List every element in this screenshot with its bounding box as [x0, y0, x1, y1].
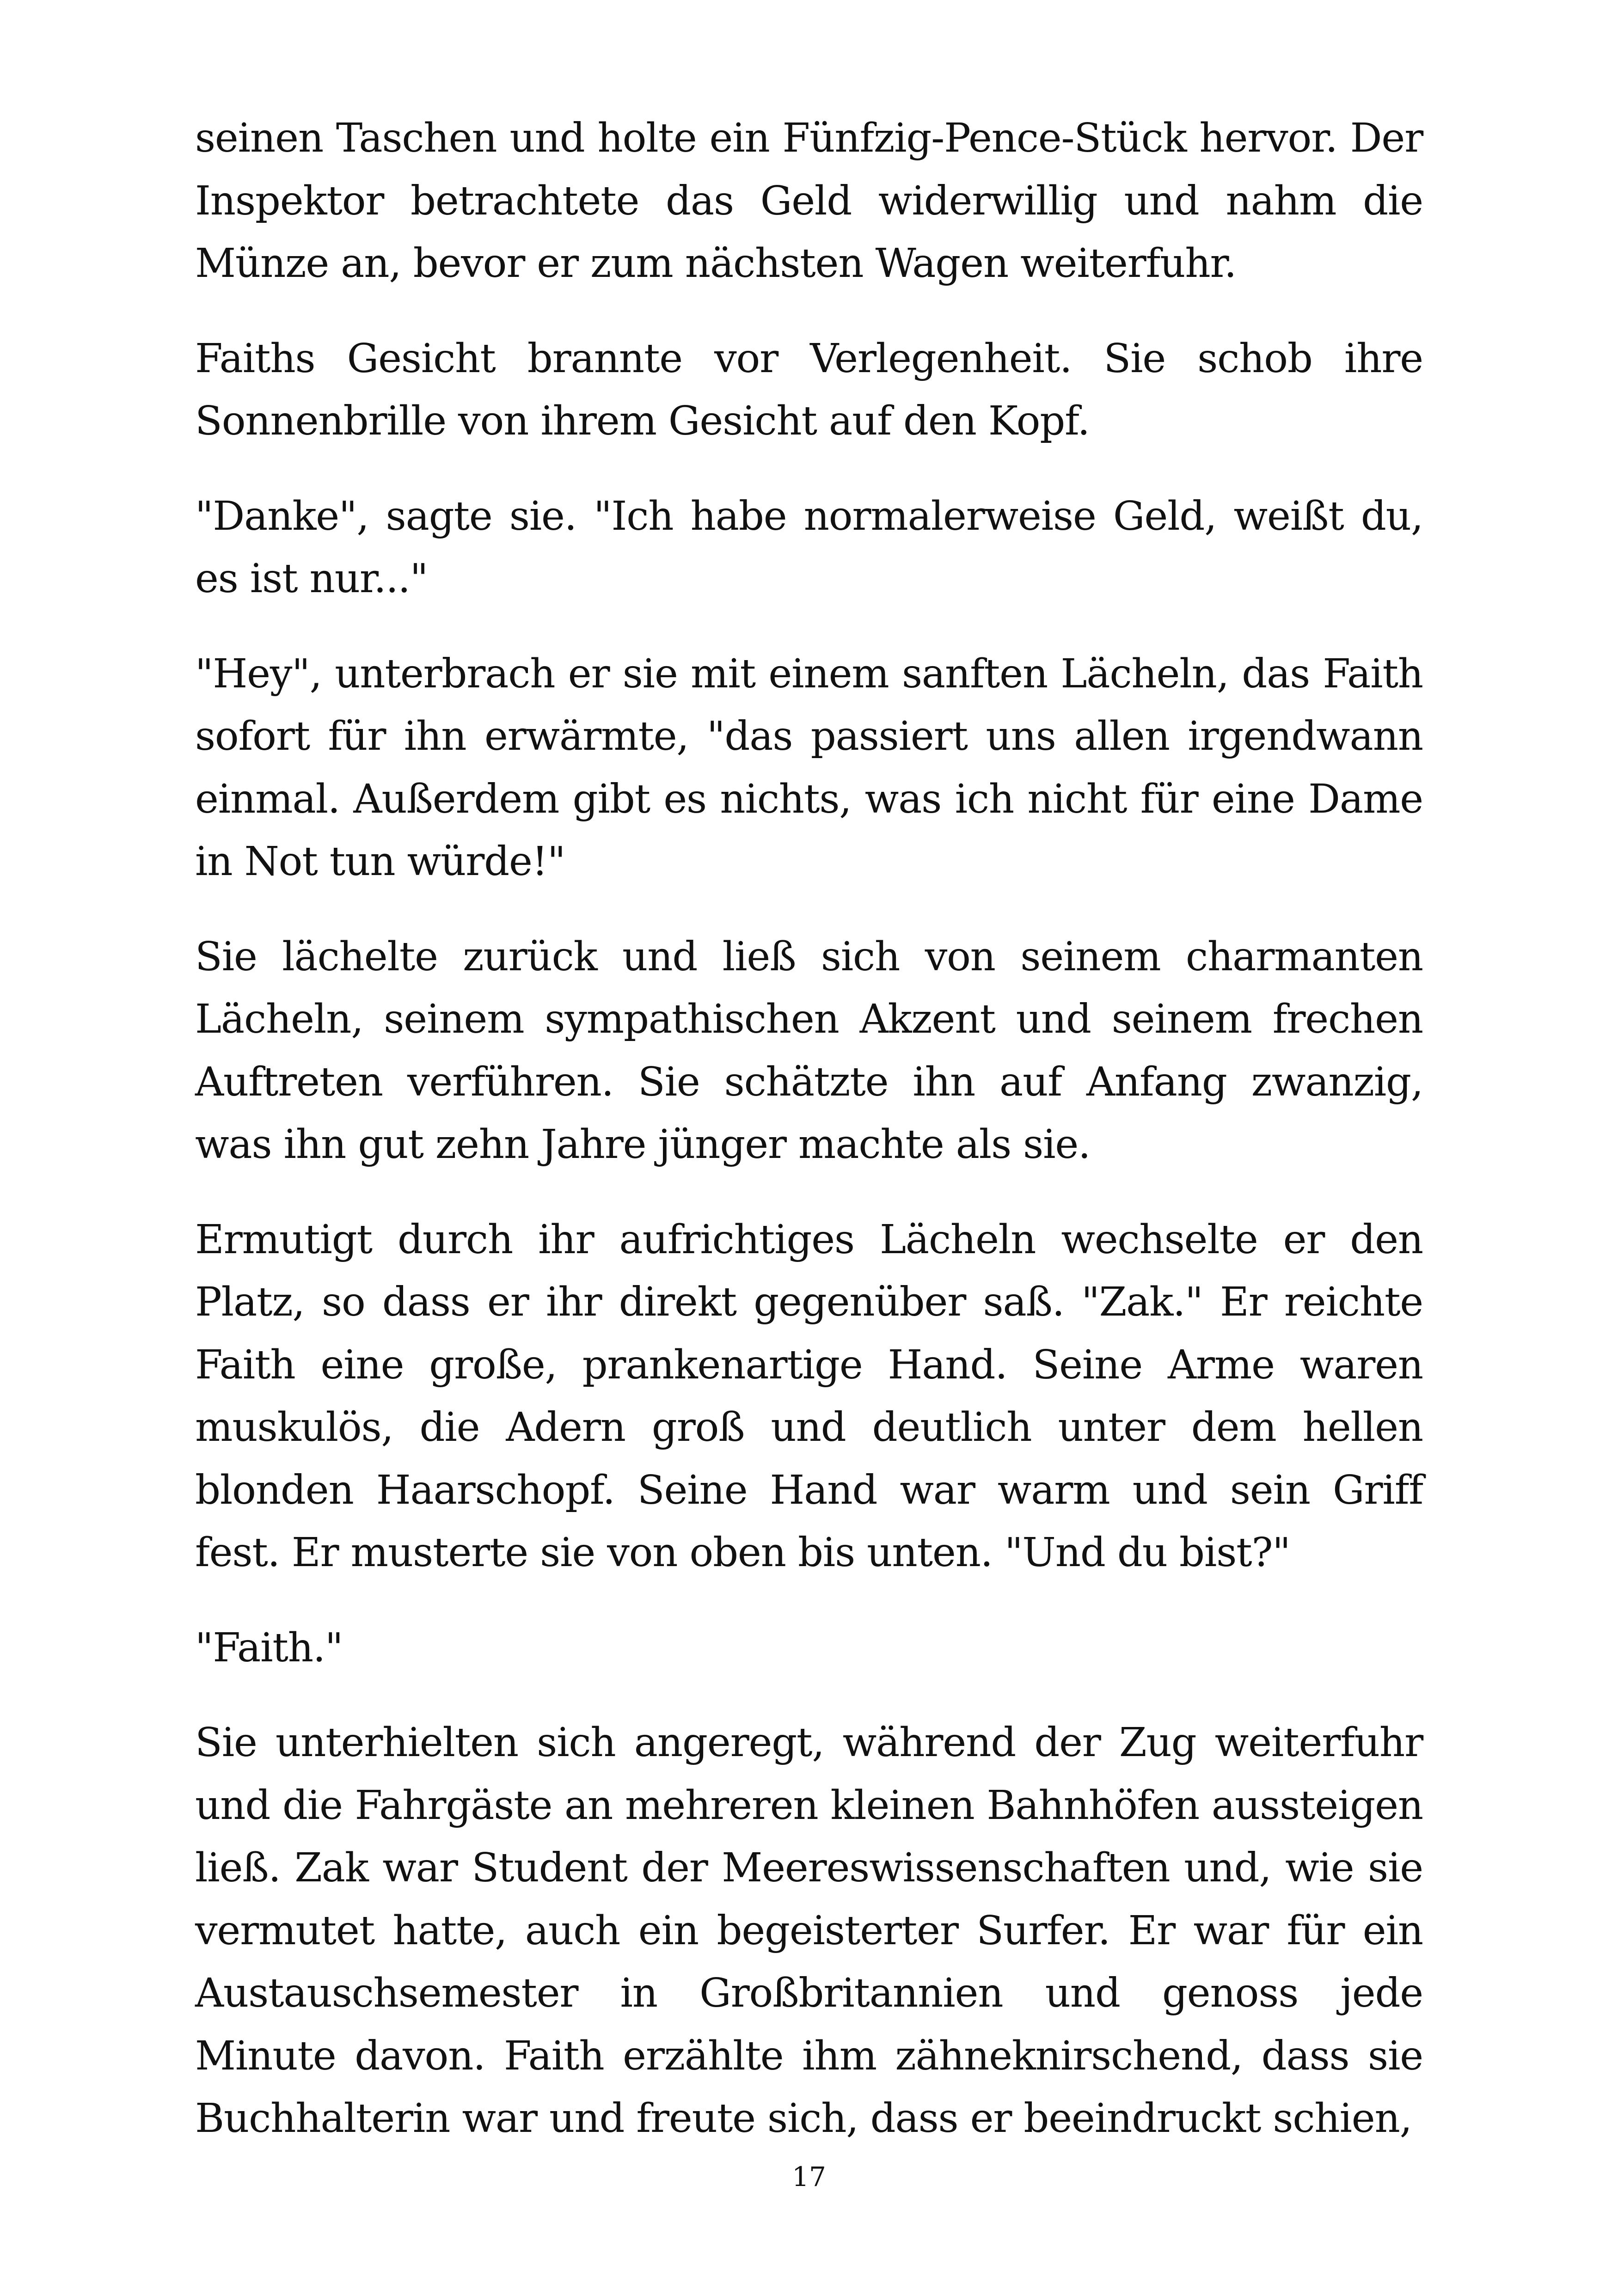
paragraph-2: Faiths Gesicht brannte vor Verlegenheit. Sie schob ihre Sonnenbrille von ihrem Gesicht auf den Kopf. [195, 335, 1423, 444]
paragraph-3: "Danke", sagte sie. "Ich habe normalerweise Geld, weißt du, es ist nur..." [195, 493, 1423, 602]
paragraph-1: seinen Taschen und holte ein Fünfzig-Pence-Stück hervor. Der Inspektor betrachtete das Geld widerwillig und nahm die Münze an, bevor er zum nächsten Wagen weiterfuhr. [195, 115, 1423, 287]
paragraph-7: "Faith." [195, 1624, 343, 1671]
paragraph-8: Sie unterhielten sich angeregt, während der Zug weiterfuhr und die Fahrgäste an mehreren kleinen Bahnhöfen aussteigen ließ. Zak war Student der Meereswissenschaften und, wie sie vermutet hatte, auch ein begeisterter Surfer. Er war für ein Austauschsemester in Großbritannien und genoss jede Minute davon. Faith erzählte ihm zähneknirschend, dass sie Buchhalterin war und freute sich, dass er beeindruckt schien, [195, 1720, 1423, 2142]
paragraph-5: Sie lächelte zurück und ließ sich von seinem charmanten Lächeln, seinem sympathischen Akzent und seinem frechen Auftreten verführen. Sie schätzte ihn auf Anfang zwanzig, was ihn gut zehn Jahre jünger machte als sie. [195, 933, 1423, 1168]
page-number: 17 [792, 2161, 826, 2192]
body-text [195, 107, 1423, 2150]
paragraph-4: "Hey", unterbrach er sie mit einem sanften Lächeln, das Faith sofort für ihn erwärmte, "das passiert uns allen irgendwann einmal. Außerdem gibt es nichts, was ich nicht für eine Dame in Not tun würde!" [195, 650, 1423, 885]
paragraph-6: Ermutigt durch ihr aufrichtiges Lächeln wechselte er den Platz, so dass er ihr direkt gegenüber saß. "Zak." Er reichte Faith eine große, prankenartige Hand. Seine Arme waren muskulös, die Adern groß und deutlich unter dem hellen blonden Haarschopf. Seine Hand war warm und sein Griff fest. Er musterte sie von oben bis unten. "Und du bist?" [195, 1216, 1423, 1576]
